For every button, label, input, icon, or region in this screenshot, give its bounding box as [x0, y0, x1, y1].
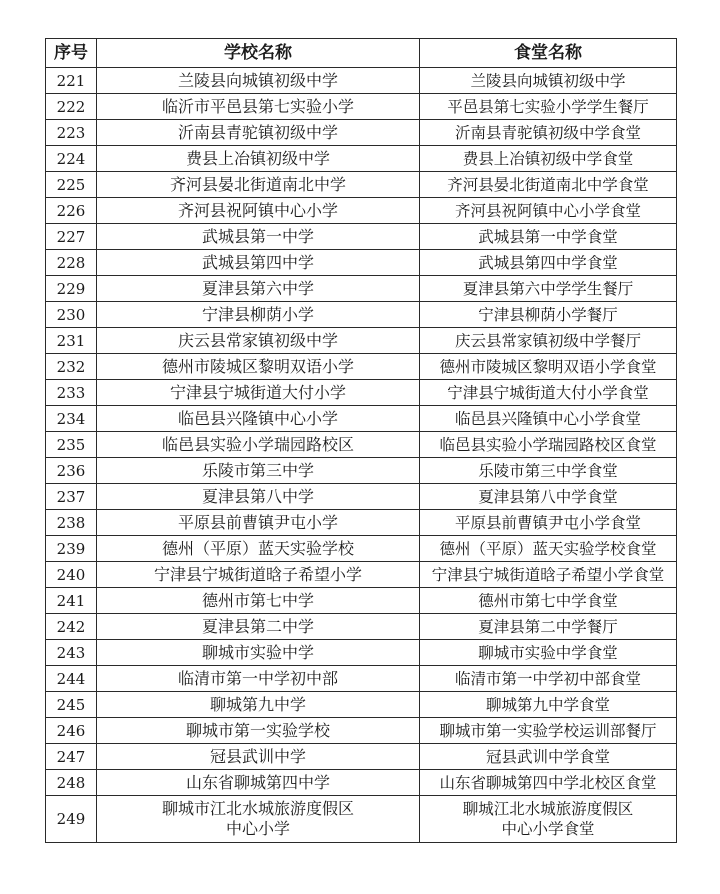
school-name-line: 齐河县祝阿镇中心小学: [177, 200, 338, 220]
cell-canteen-name: [420, 796, 677, 843]
cell-serial-number: 248: [46, 770, 97, 796]
cell-serial-number: 222: [46, 94, 97, 120]
cell-serial-number: 229: [46, 276, 97, 302]
school-name-line: 夏津县第八中学: [201, 486, 314, 506]
cell-school-name: [97, 640, 420, 666]
cell-school-name: [97, 224, 420, 250]
table-row: [46, 250, 677, 276]
canteen-name-line: 聊城江北水城旅游度假区: [462, 800, 634, 818]
school-name-line: 临沂市平邑县第七实验小学: [161, 96, 354, 116]
cell-canteen-name: [420, 588, 677, 614]
cell-school-name: [97, 692, 420, 718]
table-row: [46, 328, 677, 354]
school-name-line: 德州市陵城区黎明双语小学: [161, 356, 354, 376]
table-row: [46, 68, 677, 94]
cell-school-name: [97, 380, 420, 406]
cell-canteen-name: [420, 744, 677, 770]
school-name-line: 聊城市江北水城旅游度假区: [161, 799, 354, 818]
table-row: [46, 172, 677, 198]
school-canteen-table: [45, 38, 677, 843]
canteen-name-line: 中心小学食堂: [501, 820, 595, 838]
cell-school-name: [97, 354, 420, 380]
canteen-name-line: 夏津县第二中学餐厅: [478, 617, 618, 636]
school-name-line: 庆云县常家镇初级中学: [177, 330, 338, 350]
cell-canteen-name: [420, 614, 677, 640]
canteen-name-line: 德州市陵城区黎明双语小学食堂: [439, 357, 657, 376]
table-row: [46, 94, 677, 120]
cell-school-name: [97, 458, 420, 484]
school-name-line: 山东省聊城第四中学: [185, 772, 330, 792]
cell-canteen-name: [420, 224, 677, 250]
cell-canteen-name: [420, 94, 677, 120]
cell-school-name: [97, 588, 420, 614]
cell-canteen-name: [420, 198, 677, 224]
canteen-name-line: 宁津县宁城街道晗子希望小学食堂: [431, 565, 665, 584]
canteen-name-line: 武城县第一中学食堂: [478, 227, 618, 246]
cell-serial-number: 230: [46, 302, 97, 328]
cell-school-name: [97, 250, 420, 276]
cell-serial-number: 245: [46, 692, 97, 718]
cell-canteen-name: [420, 250, 677, 276]
canteen-name-line: 临清市第一中学初中部食堂: [454, 669, 641, 688]
canteen-name-line: 宁津县宁城街道大付小学食堂: [447, 383, 649, 402]
table-row: [46, 432, 677, 458]
table-row: [46, 120, 677, 146]
cell-school-name: [97, 484, 420, 510]
canteen-name-line: 宁津县柳荫小学餐厅: [478, 305, 618, 324]
cell-school-name: [97, 146, 420, 172]
canteen-name-line: 山东省聊城第四中学北校区食堂: [439, 773, 657, 792]
cell-canteen-name: [420, 354, 677, 380]
cell-canteen-name: [420, 510, 677, 536]
cell-serial-number: 225: [46, 172, 97, 198]
cell-school-name: [97, 432, 420, 458]
table-row: [46, 484, 677, 510]
cell-serial-number: 243: [46, 640, 97, 666]
school-name-line: 夏津县第二中学: [201, 616, 314, 636]
cell-school-name: [97, 718, 420, 744]
school-name-line: 临邑县兴隆镇中心小学: [177, 408, 338, 428]
school-canteen-table-container: [45, 38, 676, 843]
cell-canteen-name: [420, 146, 677, 172]
cell-canteen-name: [420, 692, 677, 718]
canteen-name-line: 齐河县祝阿镇中心小学食堂: [454, 201, 641, 220]
cell-canteen-name: [420, 172, 677, 198]
cell-serial-number: 223: [46, 120, 97, 146]
school-name-line: 费县上冶镇初级中学: [185, 148, 330, 168]
cell-serial-number: 227: [46, 224, 97, 250]
cell-canteen-name: [420, 458, 677, 484]
table-row: [46, 354, 677, 380]
table-row: [46, 770, 677, 796]
cell-canteen-name: [420, 666, 677, 692]
school-name-line: 聊城第九中学: [209, 694, 306, 714]
cell-serial-number: 241: [46, 588, 97, 614]
table-row: [46, 718, 677, 744]
table-row: [46, 146, 677, 172]
table-row: [46, 614, 677, 640]
canteen-name-line: 聊城第九中学食堂: [485, 695, 610, 714]
cell-serial-number: 231: [46, 328, 97, 354]
cell-serial-number: 237: [46, 484, 97, 510]
cell-serial-number: 228: [46, 250, 97, 276]
table-row: [46, 458, 677, 484]
cell-serial-number: 221: [46, 68, 97, 94]
cell-canteen-name: [420, 302, 677, 328]
school-name-line: 中心小学: [225, 819, 290, 838]
header-row: [46, 39, 677, 68]
header-canteen-name: 食堂名称: [420, 39, 677, 68]
school-name-line: 平原县前曹镇尹屯小学: [177, 512, 338, 532]
school-name-line: 德州（平原）蓝天实验学校: [161, 538, 354, 558]
cell-canteen-name: [420, 640, 677, 666]
cell-school-name: [97, 770, 420, 796]
canteen-name-line: 冠县武训中学食堂: [485, 747, 610, 766]
canteen-name-line: 德州市第七中学食堂: [478, 591, 618, 610]
canteen-name-line: 夏津县第八中学食堂: [478, 487, 618, 506]
cell-serial-number: 233: [46, 380, 97, 406]
school-name-line: 宁津县柳荫小学: [201, 304, 314, 324]
canteen-name-line: 武城县第四中学食堂: [478, 253, 618, 272]
school-name-line: 聊城市第一实验学校: [185, 720, 330, 740]
table-row: [46, 562, 677, 588]
cell-canteen-name: [420, 380, 677, 406]
table-body: [46, 68, 677, 843]
canteen-name-line: 平邑县第七实验小学学生餐厅: [447, 97, 649, 116]
table-row: [46, 666, 677, 692]
cell-school-name: [97, 328, 420, 354]
table-row: [46, 406, 677, 432]
canteen-name-line: 齐河县晏北街道南北中学食堂: [447, 175, 649, 194]
cell-school-name: [97, 198, 420, 224]
cell-school-name: [97, 744, 420, 770]
canteen-name-line: 聊城市实验中学食堂: [478, 643, 618, 662]
table-row: [46, 796, 677, 843]
cell-serial-number: 224: [46, 146, 97, 172]
table-row: [46, 224, 677, 250]
cell-serial-number: 242: [46, 614, 97, 640]
cell-serial-number: 236: [46, 458, 97, 484]
header-serial-number: 序号: [46, 39, 97, 68]
cell-school-name: [97, 172, 420, 198]
cell-school-name: [97, 796, 420, 843]
cell-serial-number: 239: [46, 536, 97, 562]
cell-canteen-name: [420, 536, 677, 562]
cell-school-name: [97, 276, 420, 302]
cell-school-name: [97, 94, 420, 120]
table-row: [46, 510, 677, 536]
canteen-name-line: 费县上冶镇初级中学食堂: [462, 149, 634, 168]
cell-canteen-name: [420, 120, 677, 146]
school-name-line: 临清市第一中学初中部: [177, 668, 338, 688]
canteen-name-line: 兰陵县向城镇初级中学: [470, 71, 626, 90]
canteen-name-line: 德州（平原）蓝天实验学校食堂: [439, 539, 657, 558]
school-name-line: 武城县第四中学: [201, 252, 314, 272]
cell-canteen-name: [420, 68, 677, 94]
cell-canteen-name: [420, 484, 677, 510]
school-name-line: 冠县武训中学: [209, 746, 306, 766]
cell-canteen-name: [420, 562, 677, 588]
school-name-line: 乐陵市第三中学: [201, 460, 314, 480]
school-name-line: 临邑县实验小学瑞园路校区: [161, 434, 354, 454]
canteen-name-line: 沂南县青驼镇初级中学食堂: [454, 123, 641, 142]
canteen-name-line: 临邑县实验小学瑞园路校区食堂: [439, 435, 657, 454]
canteen-name-line: 平原县前曹镇尹屯小学食堂: [454, 513, 641, 532]
school-name-line: 宁津县宁城街道大付小学: [169, 382, 346, 402]
cell-canteen-name: [420, 770, 677, 796]
canteen-name-line: 庆云县常家镇初级中学餐厅: [454, 331, 641, 350]
cell-serial-number: 240: [46, 562, 97, 588]
cell-school-name: [97, 68, 420, 94]
cell-canteen-name: [420, 328, 677, 354]
table-header: [46, 39, 677, 68]
school-name-line: 武城县第一中学: [201, 226, 314, 246]
cell-school-name: [97, 536, 420, 562]
school-name-line: 德州市第七中学: [201, 590, 314, 610]
table-row: [46, 302, 677, 328]
table-row: [46, 744, 677, 770]
school-name-line: 聊城市实验中学: [201, 642, 314, 662]
canteen-name-line: 乐陵市第三中学食堂: [478, 461, 618, 480]
table-row: [46, 640, 677, 666]
cell-school-name: [97, 614, 420, 640]
cell-serial-number: 235: [46, 432, 97, 458]
header-school-name: 学校名称: [97, 39, 420, 68]
cell-serial-number: 246: [46, 718, 97, 744]
school-name-line: 夏津县第六中学: [201, 278, 314, 298]
canteen-name-line: 聊城市第一实验学校运训部餐厅: [439, 721, 657, 740]
cell-canteen-name: [420, 432, 677, 458]
cell-serial-number: 249: [46, 796, 97, 843]
cell-school-name: [97, 666, 420, 692]
cell-canteen-name: [420, 276, 677, 302]
cell-canteen-name: [420, 406, 677, 432]
cell-school-name: [97, 406, 420, 432]
cell-serial-number: 244: [46, 666, 97, 692]
table-row: [46, 536, 677, 562]
school-name-line: 宁津县宁城街道晗子希望小学: [153, 564, 362, 584]
cell-school-name: [97, 562, 420, 588]
cell-serial-number: 247: [46, 744, 97, 770]
school-name-line: 齐河县晏北街道南北中学: [169, 174, 346, 194]
cell-serial-number: 226: [46, 198, 97, 224]
canteen-name-line: 临邑县兴隆镇中心小学食堂: [454, 409, 641, 428]
cell-serial-number: 238: [46, 510, 97, 536]
canteen-name-line: 夏津县第六中学学生餐厅: [462, 279, 634, 298]
table-row: [46, 198, 677, 224]
cell-school-name: [97, 510, 420, 536]
cell-school-name: [97, 302, 420, 328]
table-row: [46, 588, 677, 614]
table-row: [46, 380, 677, 406]
cell-serial-number: 234: [46, 406, 97, 432]
school-name-line: 兰陵县向城镇初级中学: [177, 70, 338, 90]
school-name-line: 沂南县青驼镇初级中学: [177, 122, 338, 142]
table-row: [46, 276, 677, 302]
cell-school-name: [97, 120, 420, 146]
cell-serial-number: 232: [46, 354, 97, 380]
table-row: [46, 692, 677, 718]
cell-canteen-name: [420, 718, 677, 744]
